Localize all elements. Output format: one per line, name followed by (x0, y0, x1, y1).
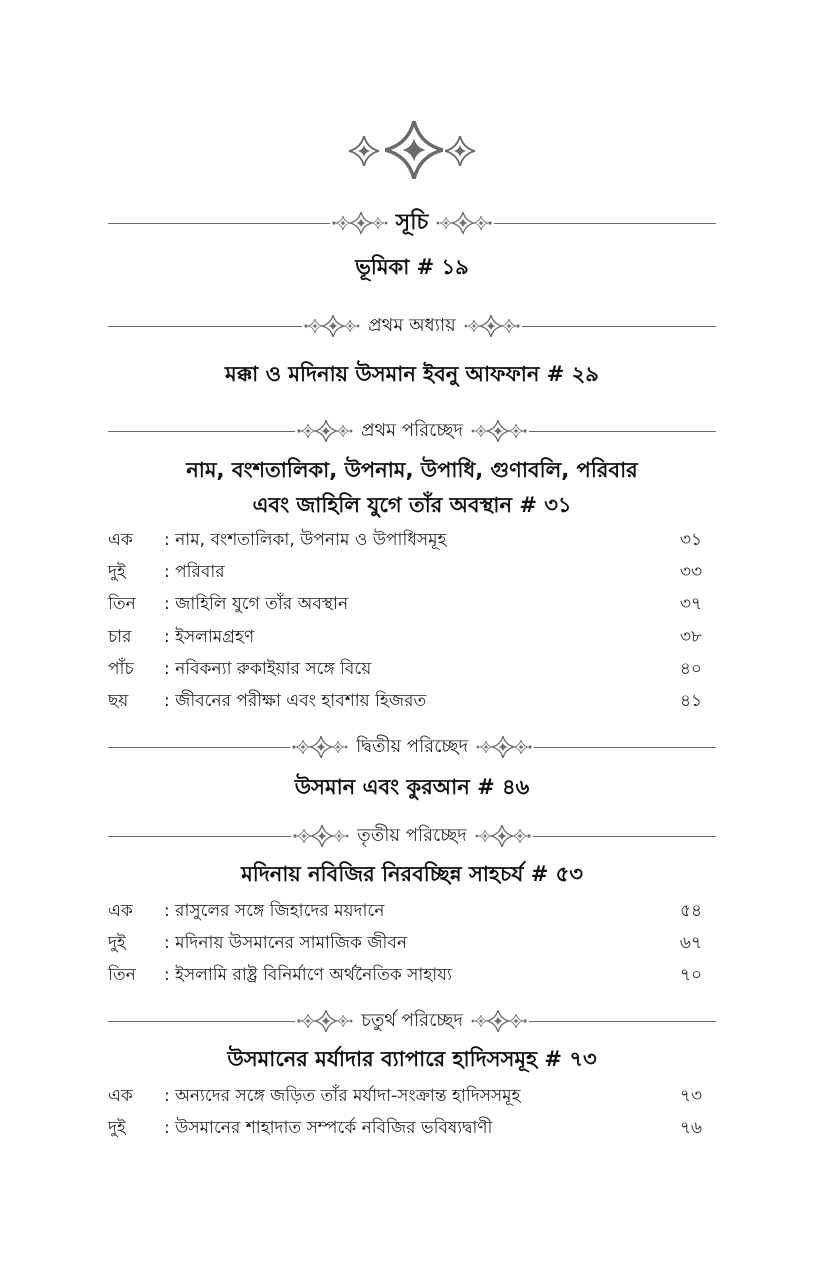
entry-title: : নবিকন্যা রুকাইয়ার সঙ্গে বিয়ে (164, 658, 372, 679)
section-heading: উসমানের মর্যাদার ব্যাপারে হাদিসসমূহ # ৭৩ (227, 1047, 597, 1071)
entry-page: ৩৮ (679, 626, 702, 647)
entry-title: : নাম, বংশতালিকা, উপনাম ও উপাধিসমূহ (164, 530, 447, 551)
divider-line (534, 747, 716, 748)
entry-number: তিন (108, 594, 136, 615)
page-title: সূচি (395, 209, 429, 235)
section-label: চতুর্থ পরিচ্ছেদ (361, 1009, 463, 1031)
section-heading-line2: এবং জাহিলি যুগে তাঁর অবস্থান # ৩১ (252, 493, 572, 517)
toc-entry[interactable] (108, 928, 708, 960)
entry-number: দুই (108, 562, 126, 583)
entry-title: : পরিবার (164, 562, 225, 583)
entry-number: দুই (108, 933, 126, 954)
divider-line (494, 223, 716, 224)
ornament-left-icon (290, 736, 348, 758)
ornament-left-icon (295, 420, 353, 442)
ornament-right-icon (436, 212, 494, 234)
entry-page: ৭৩ (679, 1086, 702, 1107)
toc-entry[interactable] (108, 557, 708, 589)
section-label: প্রথম পরিচ্ছেদ (361, 419, 463, 441)
divider-line (108, 431, 295, 432)
entry-page: ৫৪ (679, 901, 702, 922)
entry-title: : ইসলামগ্রহণ (164, 626, 255, 647)
entry-number: তিন (108, 965, 136, 986)
star-ornament-icon (345, 118, 480, 184)
entry-page: ৩১ (679, 530, 702, 551)
entry-title: : জীবনের পরীক্ষা এবং হাবশায় হিজরত (164, 691, 427, 712)
entry-page: ৪১ (679, 691, 702, 712)
entry-number: পাঁচ (108, 658, 134, 679)
ornament-right-icon (471, 420, 529, 442)
divider-line (529, 431, 716, 432)
divider-line (108, 1021, 295, 1022)
ornament-right-icon (464, 315, 522, 337)
toc-entry[interactable] (108, 960, 708, 992)
toc-entry[interactable] (108, 525, 708, 557)
toc-entry[interactable] (108, 1113, 708, 1145)
entry-number: চার (108, 626, 132, 647)
toc-entry[interactable] (108, 896, 708, 928)
toc-entry-list (108, 896, 708, 993)
section-label: তৃতীয় পরিচ্ছেদ (357, 824, 467, 846)
divider-line (522, 326, 716, 327)
divider-line (533, 836, 716, 837)
ornament-right-icon (471, 1010, 529, 1032)
ornament-left-icon (291, 825, 349, 847)
entry-page: ৬৭ (679, 933, 702, 954)
toc-entry[interactable] (108, 1081, 708, 1113)
entry-number: এক (108, 901, 133, 922)
divider-line (529, 1021, 716, 1022)
chapter-divider (108, 311, 716, 341)
ornament-right-icon (476, 736, 534, 758)
entry-number: ছয় (108, 691, 129, 712)
entry-page: ৭৬ (679, 1118, 702, 1139)
entry-page: ৭০ (679, 965, 702, 986)
entry-number: এক (108, 1086, 133, 1107)
divider-line (108, 223, 330, 224)
entry-title: : মদিনায় উসমানের সামাজিক জীবন (164, 933, 408, 954)
ornament-right-icon (475, 825, 533, 847)
chapter-heading: মক্কা ও মদিনায় উসমান ইবনু আফফান # ২৯ (225, 362, 599, 386)
entry-title: : উসমানের শাহাদাত সম্পর্কে নবিজির ভবিষ্যদ্বাণী (164, 1118, 493, 1139)
ornament-left-icon (302, 315, 360, 337)
toc-entry-list (108, 525, 708, 718)
section-divider (108, 821, 716, 851)
toc-entry-list (108, 1081, 708, 1145)
section-divider (108, 1006, 716, 1036)
ornament-left-icon (330, 212, 388, 234)
section-heading: উসমান এবং কুরআন # ৪৬ (294, 775, 530, 799)
entry-page: ৪০ (679, 658, 702, 679)
entry-number: এক (108, 530, 133, 551)
entry-page: ৩৩ (679, 562, 702, 583)
section-divider (108, 732, 716, 762)
entry-title: : জাহিলি যুগে তাঁর অবস্থান (164, 594, 349, 615)
intro-heading: ভূমিকা # ১৯ (355, 255, 469, 279)
toc-entry[interactable] (108, 686, 708, 718)
chapter-label: প্রথম অধ্যায় (368, 314, 456, 336)
entry-number: দুই (108, 1118, 126, 1139)
section-label: দ্বিতীয় পরিচ্ছেদ (356, 735, 468, 757)
divider-line (108, 836, 291, 837)
section-heading-line1: নাম, বংশতালিকা, উপনাম, উপাধি, গুণাবলি, পরিবার (186, 458, 638, 482)
divider-line (108, 747, 290, 748)
toc-entry[interactable] (108, 654, 708, 686)
entry-title: : ইসলামি রাষ্ট্র বিনির্মাণে অর্থনৈতিক সাহায্য (164, 965, 452, 986)
divider-line (108, 326, 302, 327)
toc-entry[interactable] (108, 622, 708, 654)
toc-entry[interactable] (108, 589, 708, 621)
section-heading: মদিনায় নবিজির নিরবচ্ছিন্ন সাহচর্য # ৫৩ (241, 862, 583, 886)
top-star-ornament (345, 118, 480, 184)
section-divider (108, 416, 716, 446)
entry-page: ৩৭ (679, 594, 702, 615)
title-divider (108, 208, 716, 238)
entry-title: : অন্যদের সঙ্গে জড়িত তাঁর মর্যাদা-সংক্রান্ত হাদিসসমূহ (164, 1086, 521, 1107)
entry-title: : রাসুলের সঙ্গে জিহাদের ময়দানে (164, 901, 385, 922)
ornament-left-icon (295, 1010, 353, 1032)
